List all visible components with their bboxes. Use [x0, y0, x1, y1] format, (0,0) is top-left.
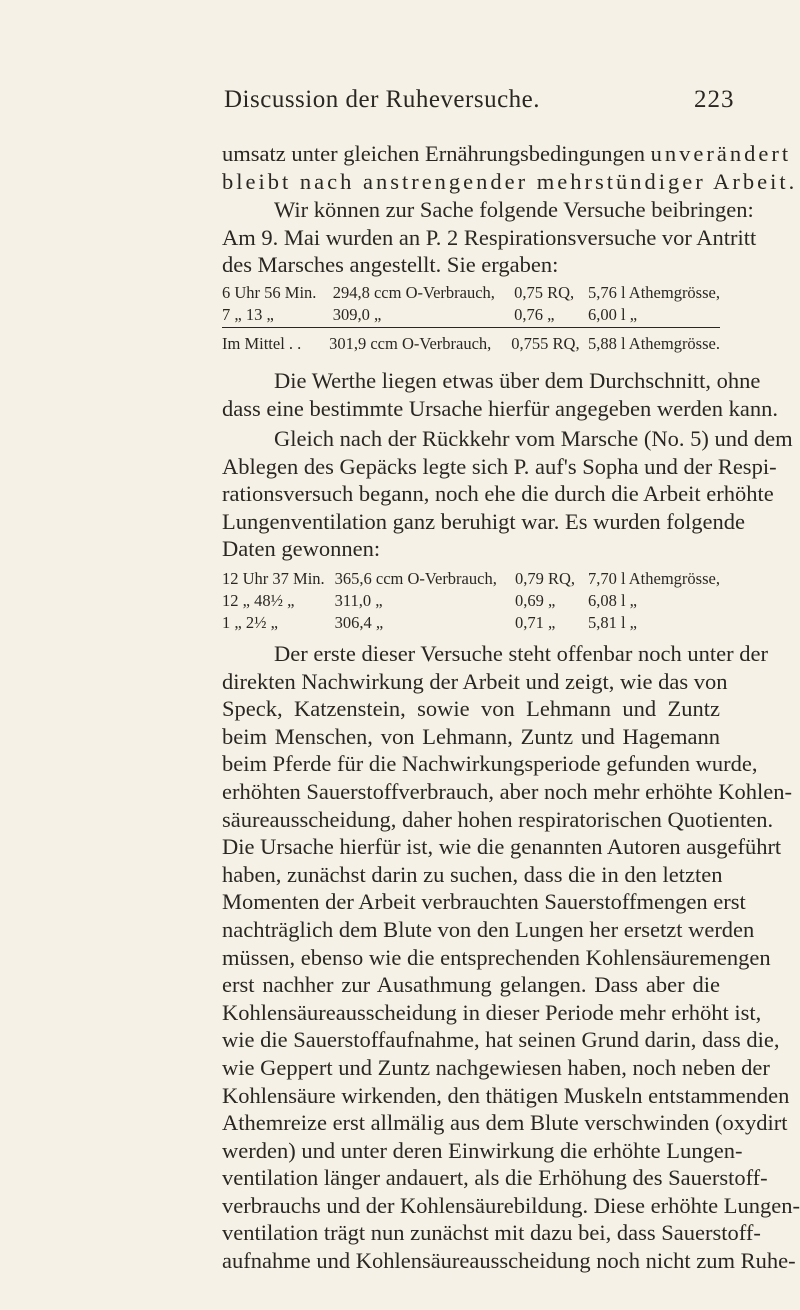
text-line: Kohlensäure wirkenden, den thätigen Muskeln entstammenden: [222, 1082, 790, 1108]
text-line: wie die Sauerstoffaufnahme, hat seinen Grund darin, dass die,: [222, 1027, 780, 1053]
o2-cell: 306,4 „: [334, 613, 384, 632]
paragraph-2: [222, 196, 757, 279]
text-line: Gleich nach der Rückkehr vom Marsche (No. 5) und dem: [274, 426, 793, 451]
time-cell: 12 „ 48½ „: [222, 591, 295, 610]
time-cell: 12 Uhr 37 Min.: [222, 569, 325, 588]
o2-cell: 294,8 ccm O-Verbrauch,: [332, 283, 495, 302]
text-line: aufnahme und Kohlensäureausscheidung noch nicht zum Ruhe-: [222, 1248, 796, 1274]
text-line-emphasized: bleibt nach anstrengender mehrstündiger Arbeit.: [222, 168, 798, 194]
table-row: [222, 590, 720, 612]
text-line: müssen, ebenso wie die entsprechenden Kohlensäuremengen: [222, 944, 771, 970]
rq-cell: 0,755 RQ,: [511, 334, 580, 353]
table-row: [222, 333, 720, 355]
text-line: Ablegen des Gepäcks legte sich P. auf's Sopha und der Respi-: [222, 453, 777, 479]
text-line: direkten Nachwirkung der Arbeit und zeigt, wie das von: [222, 668, 728, 694]
paragraph-1: [222, 140, 798, 195]
table-row: [222, 568, 720, 590]
emphasized-word: unverändert: [650, 141, 792, 166]
text-line: wie Geppert und Zuntz nachgewiesen haben, noch neben der: [222, 1054, 770, 1080]
table-row: [222, 612, 720, 634]
rq-cell: 0,75 RQ,: [514, 283, 575, 302]
text-line: ventilation trägt nun zunächst mit dazu bei, dass Sauerstoff-: [222, 1220, 761, 1246]
measurement-table-1: [222, 282, 720, 326]
o2-cell: 309,0 „: [332, 305, 382, 324]
volume-cell: 5,76 l Athemgrösse,: [587, 283, 720, 302]
text-line: Wir können zur Sache folgende Versuche beibringen:: [274, 197, 754, 222]
text-line: erhöhten Sauerstoffverbrauch, aber noch mehr erhöhte Kohlen-: [222, 778, 792, 804]
text-line: des Marsches angestellt. Sie ergaben:: [222, 252, 559, 278]
table-1-mean-row: [222, 333, 720, 355]
running-head: Discussion der Ruheversuche.: [224, 86, 541, 113]
text-line: nachträglich dem Blute von den Lungen her ersetzt werden: [222, 916, 755, 942]
text-line: beim Pferde für die Nachwirkungsperiode gefunden wurde,: [222, 751, 758, 777]
text-line: Momenten der Arbeit verbrauchten Sauerstoffmengen erst: [222, 889, 746, 915]
rq-cell: 0,71 „: [514, 613, 556, 632]
text-line: säureausscheidung, daher hohen respiratorischen Quotienten.: [222, 806, 774, 832]
paragraph-3: [222, 367, 779, 422]
text-line: Speck, Katzenstein, sowie von Lehmann und Zuntz: [222, 696, 720, 722]
time-cell: Im Mittel . .: [222, 334, 302, 353]
time-cell: 6 Uhr 56 Min.: [222, 283, 317, 302]
text-line: dass eine bestimmte Ursache hierfür angegeben werden kann.: [222, 395, 779, 421]
text-line: Daten gewonnen:: [222, 536, 381, 562]
text-line: erst nachher zur Ausathmung gelangen. Dass aber die: [222, 972, 720, 998]
text-span: umsatz unter gleichen Ernährungsbedingungen: [222, 141, 651, 166]
text-line: werden) und unter deren Einwirkung die erhöhte Lungen-: [222, 1137, 743, 1163]
text-line: Die Ursache hierfür ist, wie die genannten Autoren ausgeführt: [222, 834, 782, 860]
volume-cell: 5,88 l Athemgrösse.: [587, 334, 720, 353]
text-line: rationsversuch begann, noch ehe die durch die Arbeit erhöhte: [222, 481, 774, 507]
text-line: haben, zunächst darin zu suchen, dass die in den letzten: [222, 861, 723, 887]
rq-cell: 0,69 „: [514, 591, 556, 610]
rq-cell: 0,79 RQ,: [514, 569, 575, 588]
text-line: Lungenventilation ganz beruhigt war. Es wurden folgende: [222, 508, 745, 534]
volume-cell: 6,00 l „: [587, 305, 638, 324]
o2-cell: 365,6 ccm O-Verbrauch,: [334, 569, 497, 588]
volume-cell: 6,08 l „: [587, 591, 638, 610]
table-row: [222, 304, 720, 326]
time-cell: 1 „ 2½ „: [222, 613, 278, 632]
volume-cell: 7,70 l Athemgrösse,: [587, 569, 720, 588]
text-line: ventilation länger andauert, als die Erhöhung des Sauerstoff-: [222, 1165, 768, 1191]
text-line: Athemreize erst allmälig aus dem Blute verschwinden (oxydirt: [222, 1110, 788, 1136]
paragraph-4: [222, 425, 793, 563]
table-rule: [222, 327, 720, 328]
text-line: Am 9. Mai wurden an P. 2 Respirationsversuche vor Antritt: [222, 224, 757, 250]
text-line: Der erste dieser Versuche steht offenbar noch unter der: [274, 641, 768, 666]
text-line: [222, 140, 792, 168]
text-line: Die Werthe liegen etwas über dem Durchschnitt, ohne: [274, 368, 761, 393]
rq-cell: 0,76 „: [514, 305, 555, 324]
o2-cell: 301,9 ccm O-Verbrauch,: [329, 334, 492, 353]
paragraph-5: [222, 640, 800, 1275]
page-number: 223: [694, 86, 735, 113]
text-line: Kohlensäureausscheidung in dieser Periode mehr erhöht ist,: [222, 999, 762, 1025]
o2-cell: 311,0 „: [334, 591, 383, 610]
volume-cell: 5,81 l „: [587, 613, 638, 632]
measurement-table-2: [222, 568, 720, 634]
table-row: [222, 282, 720, 304]
time-cell: 7 „ 13 „: [222, 305, 274, 324]
text-line: beim Menschen, von Lehmann, Zuntz und Hagemann: [222, 723, 720, 749]
text-line: verbrauchs und der Kohlensäurebildung. Diese erhöhte Lungen-: [222, 1192, 800, 1218]
